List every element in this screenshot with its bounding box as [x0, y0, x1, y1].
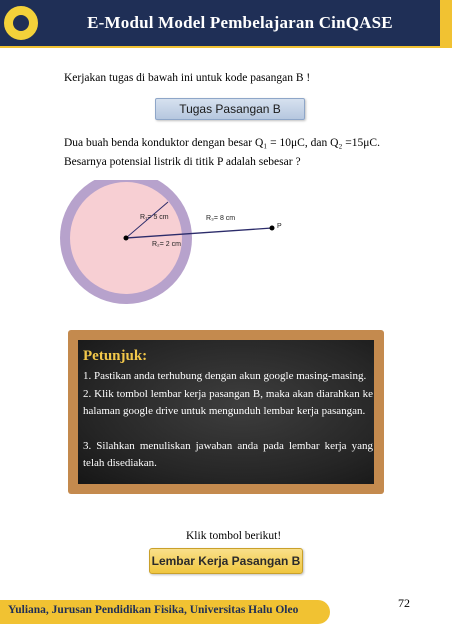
- tugas-pasangan-button[interactable]: Tugas Pasangan B: [155, 98, 305, 120]
- problem-line-2: Besarnya potensial listrik di titik P adalah sebesar ?: [64, 156, 301, 168]
- petunjuk-title: Petunjuk:: [83, 348, 148, 364]
- petunjuk-item-3: 3. Silahkan menuliskan jawaban anda pada lembar kerja yang telah disediakan.: [83, 440, 373, 469]
- klik-instruction: Klik tombol berikut!: [186, 530, 282, 542]
- point-p-label: P: [277, 223, 282, 230]
- problem-statement: [64, 134, 390, 172]
- conductor-diagram: [60, 180, 300, 320]
- petunjuk-item-2: 2. Klik tombol lembar kerja pasangan B, maka akan diarahkan ke halaman google drive untuk mengunduh lembar kerja pasangan.: [83, 388, 373, 417]
- center-point: [124, 236, 129, 241]
- problem-line-1: Dua buah benda konduktor dengan besar Q₁ = 10μC, dan Q₂ =15μC.: [64, 137, 380, 149]
- logo-emblem: [13, 15, 29, 31]
- petunjuk-item-1: 1. Pastikan anda terhubung dengan akun google masing-masing.: [83, 370, 367, 382]
- page-title: E-Modul Model Pembelajaran CinQASE: [87, 13, 393, 32]
- university-logo-icon: [2, 4, 40, 42]
- petunjuk-board: [68, 330, 384, 494]
- lembar-kerja-button[interactable]: Lembar Kerja Pasangan B: [149, 548, 303, 574]
- point-p-dot: [270, 226, 275, 231]
- r2-label: R₂= 2 cm: [152, 241, 181, 248]
- r1-label: R₁= 5 cm: [140, 214, 169, 221]
- page-number: 72: [398, 596, 410, 610]
- footer-author: Yuliana, Jurusan Pendidikan Fisika, Universitas Halu Oleo: [8, 604, 299, 616]
- instruction-text: Kerjakan tugas di bawah ini untuk kode pasangan B !: [64, 72, 311, 84]
- r3-label: R₃= 8 cm: [206, 215, 236, 222]
